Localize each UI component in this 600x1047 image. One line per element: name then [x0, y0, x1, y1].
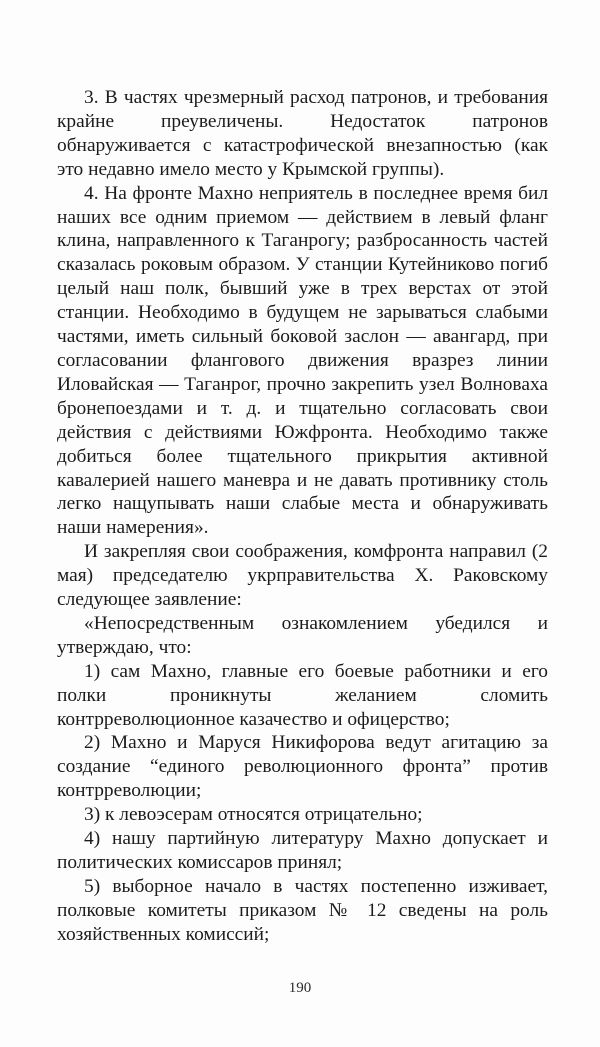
page-number: 190: [288, 980, 312, 996]
page-body-text: [57, 86, 548, 947]
list-item-1: 1) сам Махно, главные его боевые работники и его полки проникнуты желанием сломить контрреволюционное казачество и офицерство;: [57, 660, 548, 730]
list-item-3: 3) к левоэсерам относятся отрицательно;: [84, 804, 423, 826]
paragraph-statement-intro: И закрепляя свои соображения, комфронта направил (2 мая) председателю укрправительства Х. Раковскому следующее заявление:: [57, 541, 548, 611]
list-item-4: 4) нашу партийную литературу Махно допускает и политических комиссаров принял;: [57, 828, 548, 873]
list-item-5: 5) выборное начало в частях постепенно изживает, полковые комитеты приказом № 12 сведены на роль хозяйственных комиссий;: [57, 875, 548, 945]
paragraph-ammunition: 3. В частях чрезмерный расход патронов, и требования крайне преувеличены. Недостаток патронов обнаруживается с катастрофической внезапностью (как это недавно имело место у Крымской группы).: [57, 87, 548, 180]
paragraph-statement-open: «Непосредственным ознакомлением убедился и утверждаю, что:: [57, 612, 548, 658]
list-item-2: 2) Махно и Маруся Никифорова ведут агитацию за создание “единого революционного фронта” против контрреволюции;: [57, 732, 548, 802]
paragraph-makhno-front: 4. На фронте Махно неприятель в последнее время бил наших все одним приемом — действием в левый фланг клина, направленного к Таганрогу; разбросанность частей сказалась роковым образом. У станции Кутейниково погиб целый наш полк, бывший уже в трех верстах от этой станции. Необходимо в будущем не зарываться слабыми частями, иметь сильный боковой заслон — авангард, при согласовании флангового движения вразрез линии Иловайская — Таганрог, прочно закрепить узел Волноваха бронепоездами и т. д. и тщательно согласовать свои действия с действиями Южфронта. Необходимо также добиться более тщательного прикрытия активной кавалерией нашего маневра и не давать противнику столь легко нащупывать наши слабые места и обнаруживать наши намерения».: [57, 182, 548, 539]
